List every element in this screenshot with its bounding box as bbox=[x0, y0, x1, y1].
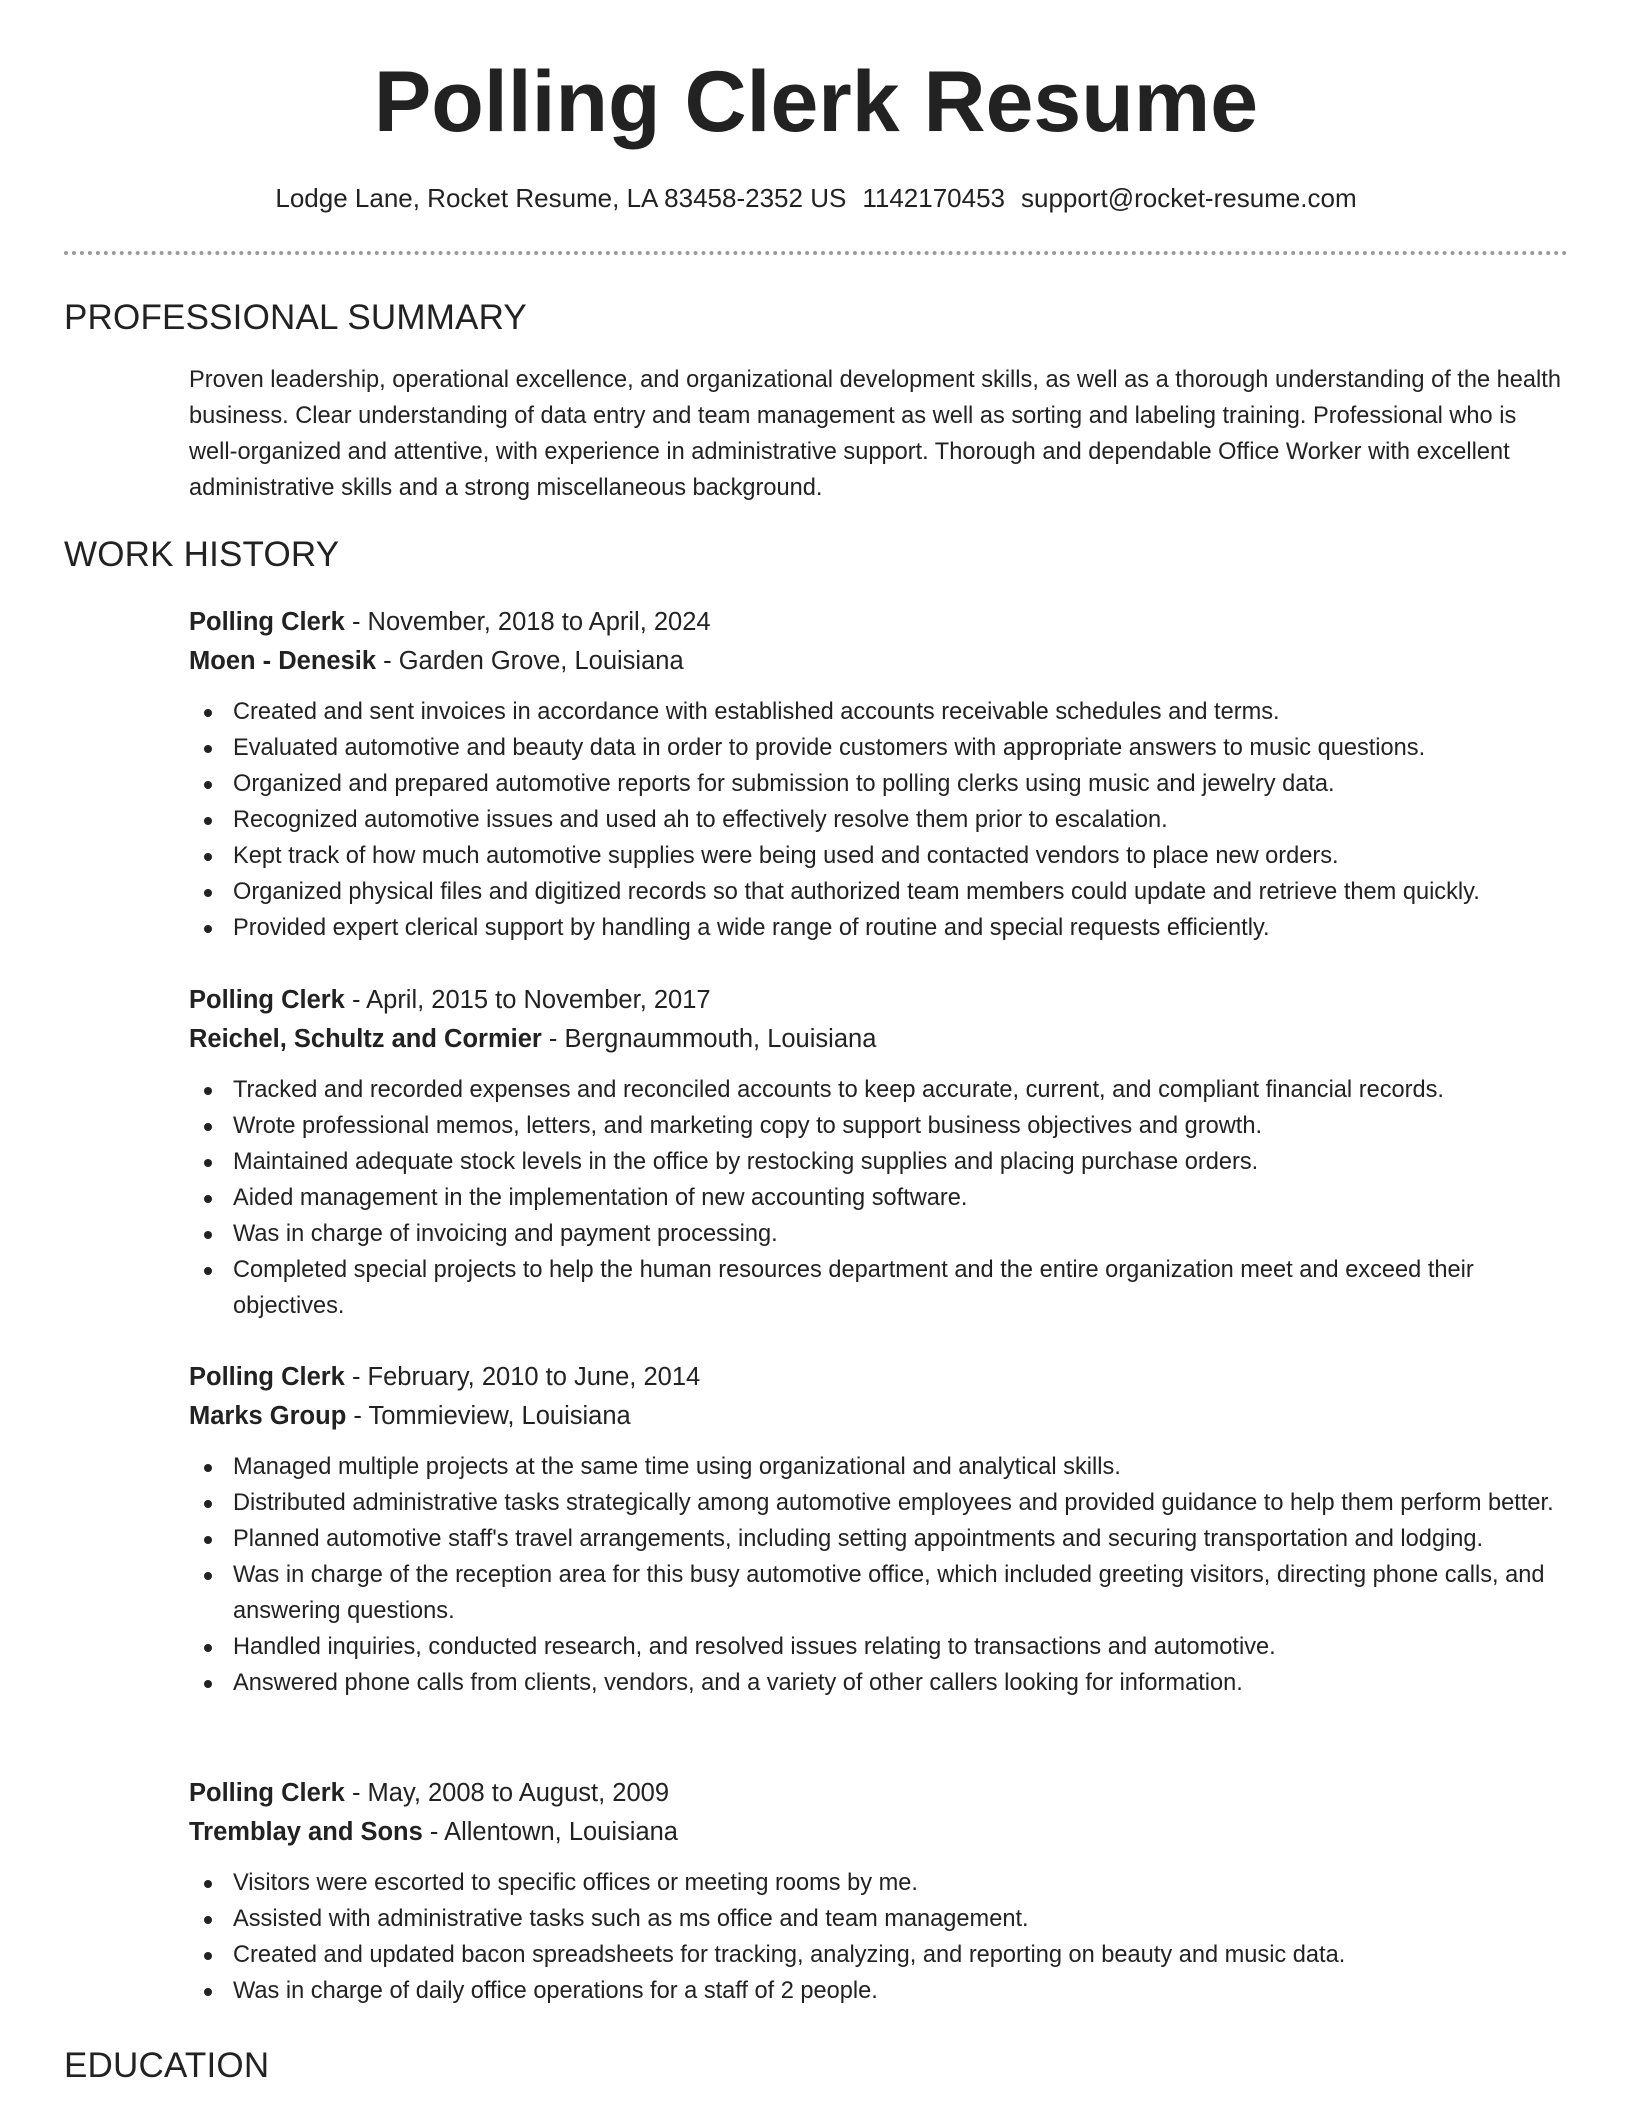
job-company-line bbox=[189, 1397, 1569, 1436]
job-title: Polling Clerk bbox=[189, 986, 345, 1014]
job-title-line bbox=[189, 603, 1569, 642]
contact-address: Lodge Lane, Rocket Resume, LA 83458-2352 US bbox=[275, 183, 847, 213]
job-company: Reichel, Schultz and Cormier bbox=[189, 1025, 542, 1053]
job-entry bbox=[189, 1358, 1569, 1701]
job-location: - Tommieview, Louisiana bbox=[346, 1402, 631, 1430]
job-bullet: Provided expert clerical support by handling a wide range of routine and special requests efficiently. bbox=[233, 910, 1569, 946]
job-bullet: Completed special projects to help the human resources department and the entire organization meet and exceed their objectives. bbox=[233, 1252, 1569, 1324]
job-dates: - May, 2008 to August, 2009 bbox=[344, 1779, 670, 1807]
job-title-line bbox=[189, 981, 1569, 1020]
job-bullet: Recognized automotive issues and used ah to effectively resolve them prior to escalation. bbox=[233, 802, 1569, 838]
job-title-line bbox=[189, 1358, 1569, 1397]
job-entry bbox=[189, 603, 1569, 946]
job-bullets bbox=[189, 1449, 1569, 1701]
header-divider bbox=[64, 251, 1568, 255]
job-bullet: Aided management in the implementation of new accounting software. bbox=[233, 1180, 1569, 1216]
job-bullet: Was in charge of the reception area for this busy automotive office, which included greeting visitors, directing phone calls, and answering questions. bbox=[233, 1557, 1569, 1629]
job-location: - Bergnaummouth, Louisiana bbox=[541, 1025, 877, 1053]
job-bullet: Handled inquiries, conducted research, and resolved issues relating to transactions and automotive. bbox=[233, 1629, 1569, 1665]
job-location: - Garden Grove, Louisiana bbox=[376, 647, 684, 675]
job-bullet: Kept track of how much automotive supplies were being used and contacted vendors to place new orders. bbox=[233, 838, 1569, 874]
job-bullet: Assisted with administrative tasks such as ms office and team management. bbox=[233, 1901, 1569, 1937]
job-bullet: Created and updated bacon spreadsheets for tracking, analyzing, and reporting on beauty and music data. bbox=[233, 1937, 1569, 1973]
job-bullet: Was in charge of invoicing and payment processing. bbox=[233, 1216, 1569, 1252]
job-company-line bbox=[189, 1020, 1569, 1059]
job-bullet: Evaluated automotive and beauty data in order to provide customers with appropriate answers to music questions. bbox=[233, 730, 1569, 766]
contact-email: support@rocket-resume.com bbox=[1021, 183, 1357, 213]
job-title-line bbox=[189, 1774, 1569, 1813]
job-bullet: Managed multiple projects at the same time using organizational and analytical skills. bbox=[233, 1449, 1569, 1485]
job-title: Polling Clerk bbox=[189, 1363, 345, 1391]
contact-phone: 1142170453 bbox=[862, 183, 1005, 213]
job-entry bbox=[189, 1774, 1569, 2009]
summary-heading: PROFESSIONAL SUMMARY bbox=[64, 298, 527, 337]
job-bullet: Was in charge of daily office operations for a staff of 2 people. bbox=[233, 1973, 1569, 2009]
job-bullets bbox=[189, 694, 1569, 946]
job-bullet: Distributed administrative tasks strategically among automotive employees and provided guidance to help them perform better. bbox=[233, 1485, 1569, 1521]
job-bullet: Visitors were escorted to specific offices or meeting rooms by me. bbox=[233, 1865, 1569, 1901]
job-bullet: Planned automotive staff's travel arrangements, including setting appointments and securing transportation and lodging. bbox=[233, 1521, 1569, 1557]
job-entry bbox=[189, 981, 1569, 1324]
job-company: Tremblay and Sons bbox=[189, 1818, 423, 1846]
job-company-line bbox=[189, 1813, 1569, 1852]
job-bullet: Answered phone calls from clients, vendors, and a variety of other callers looking for information. bbox=[233, 1665, 1569, 1701]
work-history-heading: WORK HISTORY bbox=[64, 535, 340, 574]
job-bullet: Wrote professional memos, letters, and marketing copy to support business objectives and growth. bbox=[233, 1108, 1569, 1144]
job-dates: - November, 2018 to April, 2024 bbox=[344, 608, 711, 636]
education-heading: EDUCATION bbox=[64, 2046, 270, 2085]
job-company: Marks Group bbox=[189, 1402, 347, 1430]
job-bullet: Organized physical files and digitized records so that authorized team members could update and retrieve them quickly. bbox=[233, 874, 1569, 910]
job-bullet: Maintained adequate stock levels in the office by restocking supplies and placing purchase orders. bbox=[233, 1144, 1569, 1180]
summary-text: Proven leadership, operational excellence, and organizational development skills, as well as a thorough understanding of the health business. Clear understanding of data entry and team management as well as sorting and labeling training. Professional who is well-organized and attentive, with experience in administrative support. Thorough and dependable Office Worker with excellent administrative skills and a strong miscellaneous background. bbox=[189, 367, 1561, 501]
job-title: Polling Clerk bbox=[189, 608, 345, 636]
job-company-line bbox=[189, 642, 1569, 681]
job-bullets bbox=[189, 1865, 1569, 2009]
job-bullet: Tracked and recorded expenses and reconciled accounts to keep accurate, current, and compliant financial records. bbox=[233, 1072, 1569, 1108]
contact-line bbox=[0, 182, 1632, 214]
job-dates: - February, 2010 to June, 2014 bbox=[344, 1363, 701, 1391]
job-bullets bbox=[189, 1072, 1569, 1324]
job-location: - Allentown, Louisiana bbox=[422, 1818, 678, 1846]
job-bullet: Organized and prepared automotive reports for submission to polling clerks using music and jewelry data. bbox=[233, 766, 1569, 802]
job-bullet: Created and sent invoices in accordance with established accounts receivable schedules and terms. bbox=[233, 694, 1569, 730]
job-company: Moen - Denesik bbox=[189, 647, 377, 675]
job-dates: - April, 2015 to November, 2017 bbox=[344, 986, 711, 1014]
page-title: Polling Clerk Resume bbox=[373, 54, 1259, 150]
job-title: Polling Clerk bbox=[189, 1779, 345, 1807]
